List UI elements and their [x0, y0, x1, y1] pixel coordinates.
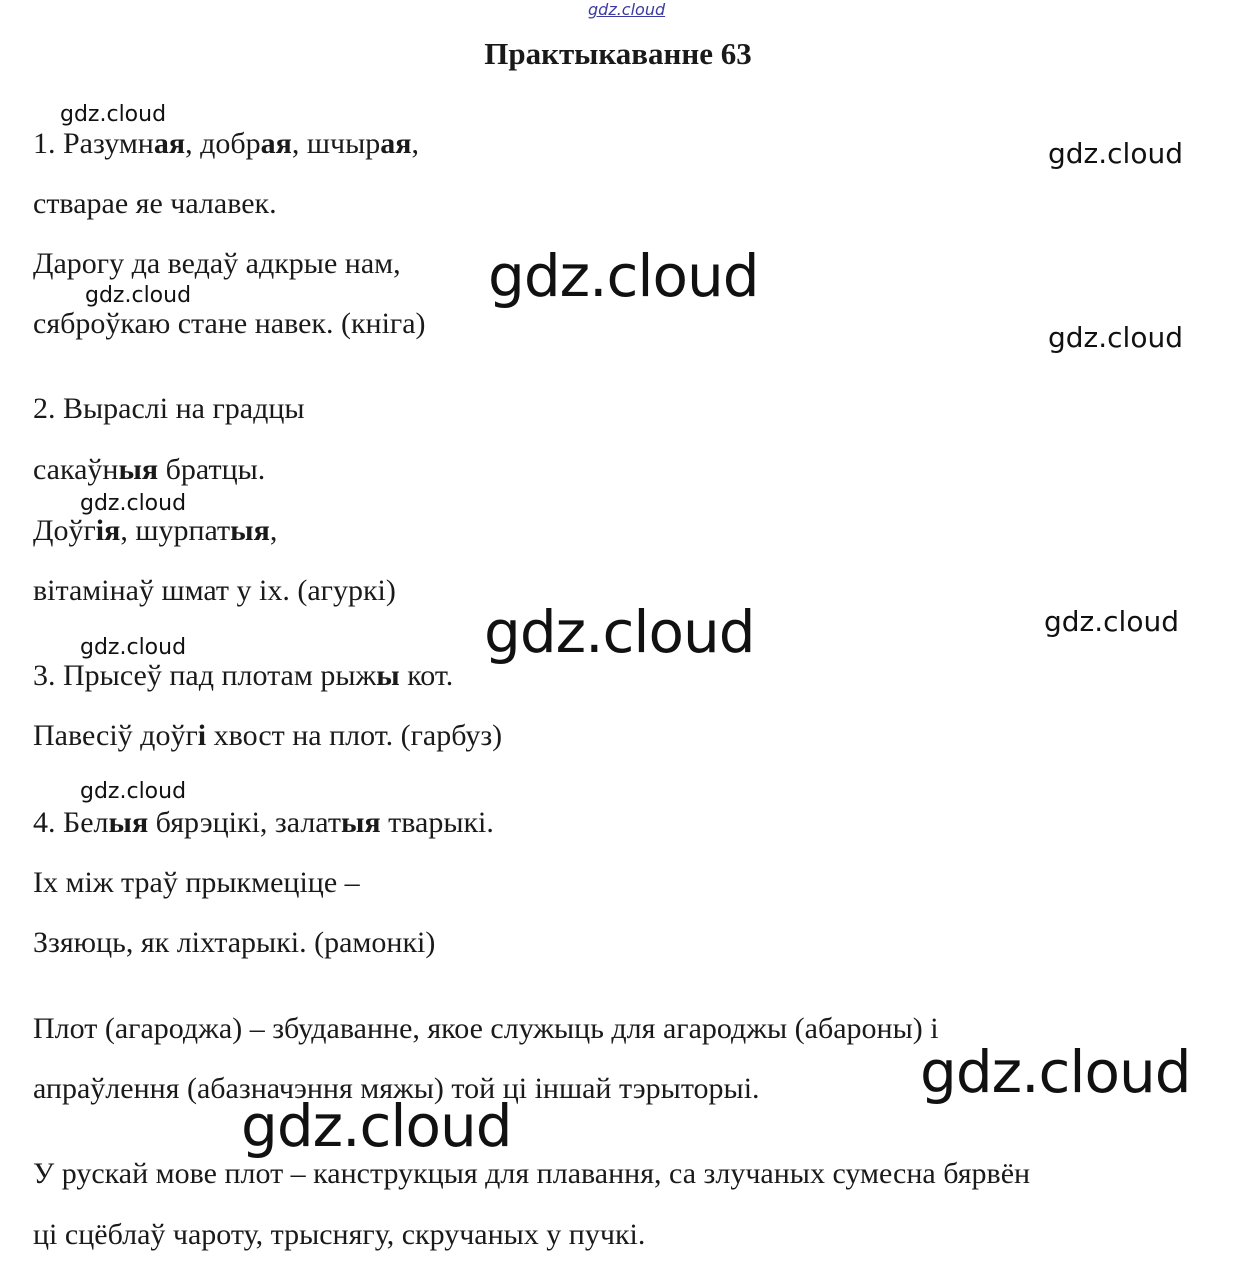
watermark: gdz.cloud [484, 598, 755, 666]
watermark: gdz.cloud [80, 635, 187, 660]
page-title: Практыкаванне 63 [484, 36, 752, 71]
riddle3-line1: 3. Прысеў пад плотам рыжы кот. [33, 659, 454, 692]
riddle4-line3: Ззяюць, як ліхтарыкі. (рамонкі) [33, 926, 436, 959]
riddle1-line1: 1. Разумная, добрая, шчырая, [33, 127, 419, 160]
watermark: gdz.cloud [85, 283, 192, 308]
watermark: gdz.cloud [80, 491, 187, 516]
watermark: gdz.cloud [241, 1092, 512, 1160]
riddle4-line2: Іх між траў прыкмеціце – [33, 866, 360, 899]
watermark: gdz.cloud [920, 1038, 1191, 1106]
explanation-p1-line1: Плот (агароджа) – збудаванне, якое служыць для агароджы (абароны) і [33, 1012, 939, 1045]
watermark: gdz.cloud [1048, 137, 1183, 170]
watermark: gdz.cloud [60, 102, 167, 127]
watermark: gdz.cloud [80, 779, 187, 804]
explanation-p2-line1: У рускай мове плот – канструкцыя для плавання, са злучаных сумесна бярвён [33, 1157, 1031, 1190]
riddle1-line2: стварае яе чалавек. [33, 187, 277, 220]
riddle3-line2: Павесіў доўгі хвост на плот. (гарбуз) [33, 719, 503, 752]
riddle4-line1: 4. Белыя бярэцікі, залатыя тварыкі. [33, 806, 494, 839]
watermark: gdz.cloud [488, 242, 759, 310]
riddle2-line4: вітамінаў шмат у іх. (агуркі) [33, 574, 396, 607]
explanation-p1-line2: апраўлення (абазначэння мяжы) той ці іншай тэрыторыі. [33, 1072, 760, 1105]
watermark: gdz.cloud [1048, 321, 1183, 354]
riddle2-line3: Доўгія, шурпатыя, [33, 514, 278, 547]
top-watermark-link[interactable]: gdz.cloud [588, 0, 666, 19]
riddle2-line1: 2. Выраслі на градцы [33, 392, 305, 425]
riddle2-line2: сакаўныя братцы. [33, 453, 266, 486]
watermark: gdz.cloud [1044, 605, 1179, 638]
riddle1-line3: Дарогу да ведаў адкрые нам, [33, 247, 401, 280]
riddle1-line4: сяброўкаю стане навек. (кніга) [33, 307, 426, 340]
explanation-p2-line2: ці сцёблаў чароту, трыснягу, скручаных у пучкі. [33, 1218, 646, 1251]
